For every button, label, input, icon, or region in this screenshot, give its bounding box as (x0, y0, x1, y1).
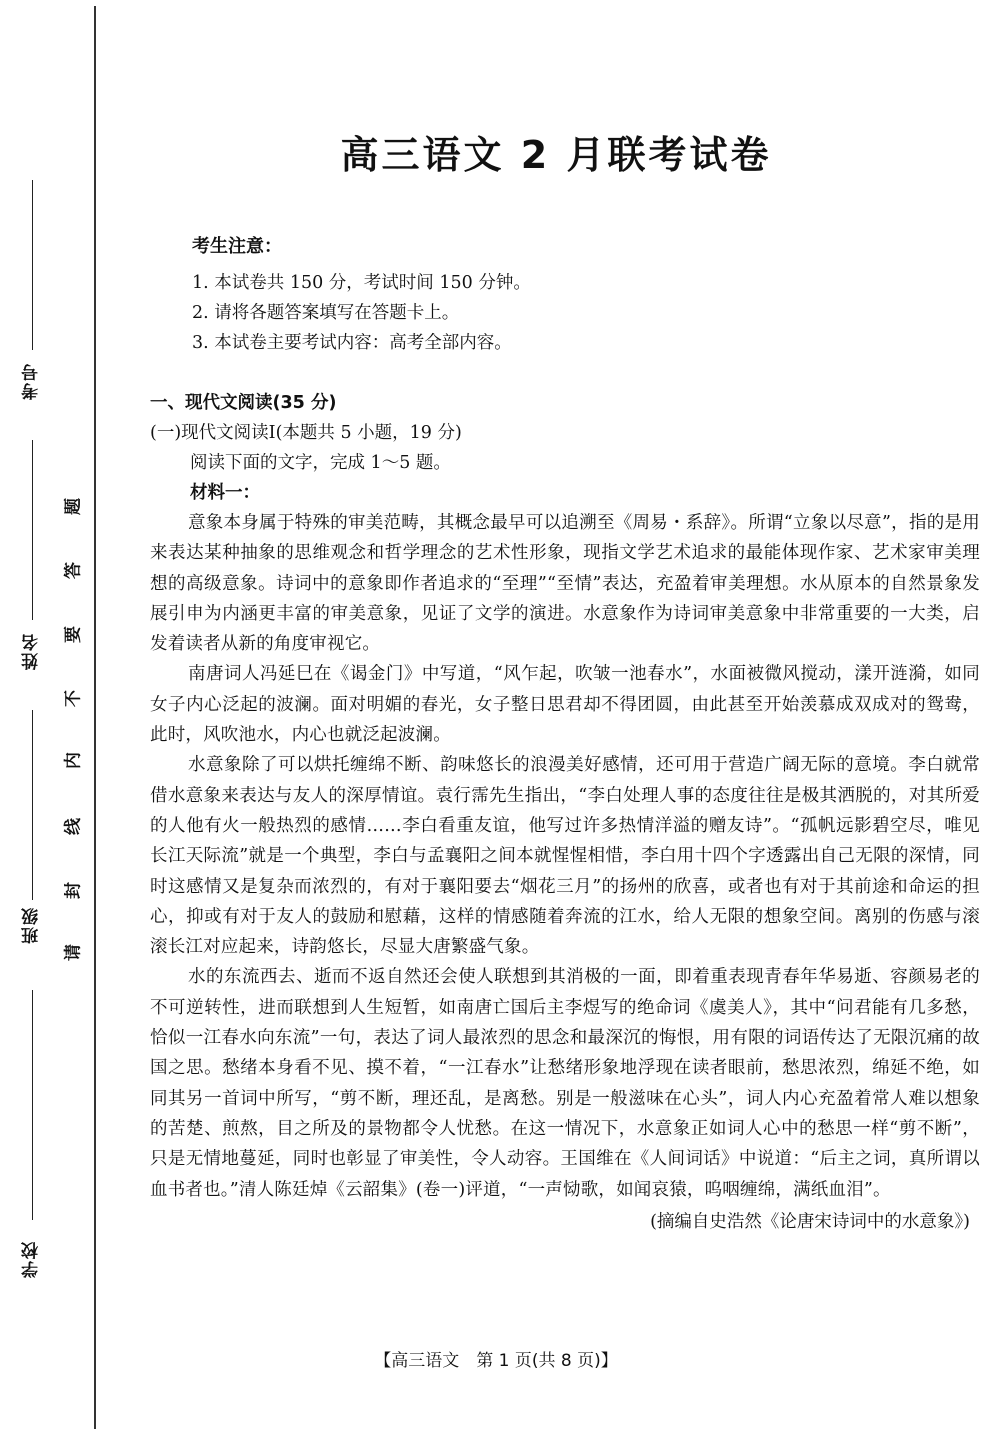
page-footer: 【高三语文 第 1 页(共 8 页)】 (374, 1351, 618, 1371)
seal-warning-char: 答 (63, 562, 84, 579)
seal-warning-char: 封 (63, 882, 84, 899)
binding-margin (0, 0, 100, 1435)
name-line (32, 440, 33, 620)
name-label: 姓名 (22, 632, 42, 670)
reading-section (150, 388, 980, 1239)
seal-warning-char: 不 (63, 690, 84, 707)
notice-heading: 考生注意： (192, 236, 282, 257)
section-heading: 一、现代文阅读(35 分) (150, 393, 337, 413)
exam-number-label: 考号 (22, 362, 42, 400)
seal-warning-char: 题 (63, 498, 84, 515)
seal-warning-char: 要 (63, 626, 84, 643)
seal-warning-char: 内 (63, 752, 84, 769)
material-label: 材料一： (190, 483, 260, 503)
seal-warning-char: 线 (63, 818, 84, 835)
notice-item: 3. 本试卷主要考试内容：高考全部内容。 (192, 333, 512, 353)
school-label: 学校 (22, 1240, 42, 1278)
passage-paragraph: 水的东流西去、逝而不返自然还会使人联想到其消极的一面，即着重表现青春年华易逝、容颜易老的不可逆转性，进而联想到人生短暂，如南唐亡国后主李煜写的绝命词《虞美人》，其中“问君能有几多愁，恰似一江春水向东流”一句，表达了词人最浓烈的思念和最深沉的悔恨，用有限的词语传达了无限沉痛的故国之思。愁绪本身看不见、摸不着，“一江春水”让愁绪形象地浮现在读者眼前，愁思浓烈，绵延不绝，如同其另一首词中所写，“剪不断，理还乱，是离愁。别是一般滋味在心头”，词人内心充盈着常人难以想象的苦楚、煎熬，目之所及的景物都令人忧愁。在这一情况下，水意象正如词人心中的愁思一样“剪不断”，只是无情地蔓延，同时也彰显了审美性，令人动容。王国维在《人间词话》中说道：“后主之词，真所谓以血书者也。”清人陈廷焯《云韶集》(卷一)评道，“一声恸歌，如闻哀猿，呜咽缠绵，满纸血泪”。 (150, 967, 980, 1200)
exam-notice (192, 232, 531, 358)
passage-paragraph: 意象本身属于特殊的审美范畴，其概念最早可以追溯至《周易・系辞》。所谓“立象以尽意”，指的是用来表达某种抽象的思维观念和哲学理念的艺术性形象，现指文学艺术追求的最能体现作家、艺术家审美理想的高级意象。诗词中的意象即作者追求的“至理”“至情”表达，充盈着审美理想。水从原本的自然景象发展引申为内涵更丰富的审美意象，见证了文学的演进。水意象作为诗词审美意象中非常重要的一大类，启发着读者从新的角度审视它。 (150, 513, 980, 655)
subsection-heading: (一)现代文阅读Ⅰ(本题共 5 小题，19 分) (150, 423, 462, 443)
notice-item: 2. 请将各题答案填写在答题卡上。 (192, 303, 460, 323)
reading-instruction: 阅读下面的文字，完成 1～5 题。 (190, 453, 451, 473)
passage-paragraph: 南唐词人冯延巳在《谒金门》中写道，“风乍起，吹皱一池春水”，水面被微风搅动，漾开涟漪，如同女子内心泛起的波澜。面对明媚的春光，女子整日思君却不得团圆，由此甚至开始羡慕成双成对的鸳鸯，此时，风吹池水，内心也就泛起波澜。 (150, 664, 980, 746)
notice-item: 1. 本试卷共 150 分，考试时间 150 分钟。 (192, 273, 531, 293)
exam-title: 高三语文 2 月联考试卷 (340, 133, 772, 177)
exam-number-line (32, 180, 33, 350)
school-line (32, 990, 33, 1220)
seal-warning-char: 请 (63, 944, 84, 961)
passage-paragraph: 水意象除了可以烘托缠绵不断、韵味悠长的浪漫美好感情，还可用于营造广阔无际的意境。李白就常借水意象来表达与友人的深厚情谊。袁行霈先生指出，“李白处理人事的态度往往是极其洒脱的，对其所爱的人他有火一般热烈的感情……李白看重友谊，他写过许多热情洋溢的赠友诗”。“孤帆远影碧空尽，唯见长江天际流”就是一个典型，李白与孟襄阳之间本就惺惺相惜，李白用十四个字透露出自己无限的深情，同时这感情又是复杂而浓烈的，有对于襄阳要去“烟花三月”的扬州的欣喜，或者也有对于其前途和命运的担心，抑或有对于友人的鼓励和慰藉，这样的情感随着奔流的江水，给人无限的想象空间。离别的伤感与滚滚长江对应起来，诗韵悠长，尽显大唐繁盛气象。 (150, 755, 980, 958)
class-label: 班级 (22, 906, 42, 944)
passage-source: (摘编自史浩然《论唐宋诗词中的水意象》) (650, 1211, 970, 1232)
seal-line (94, 6, 96, 1429)
class-line (32, 710, 33, 900)
